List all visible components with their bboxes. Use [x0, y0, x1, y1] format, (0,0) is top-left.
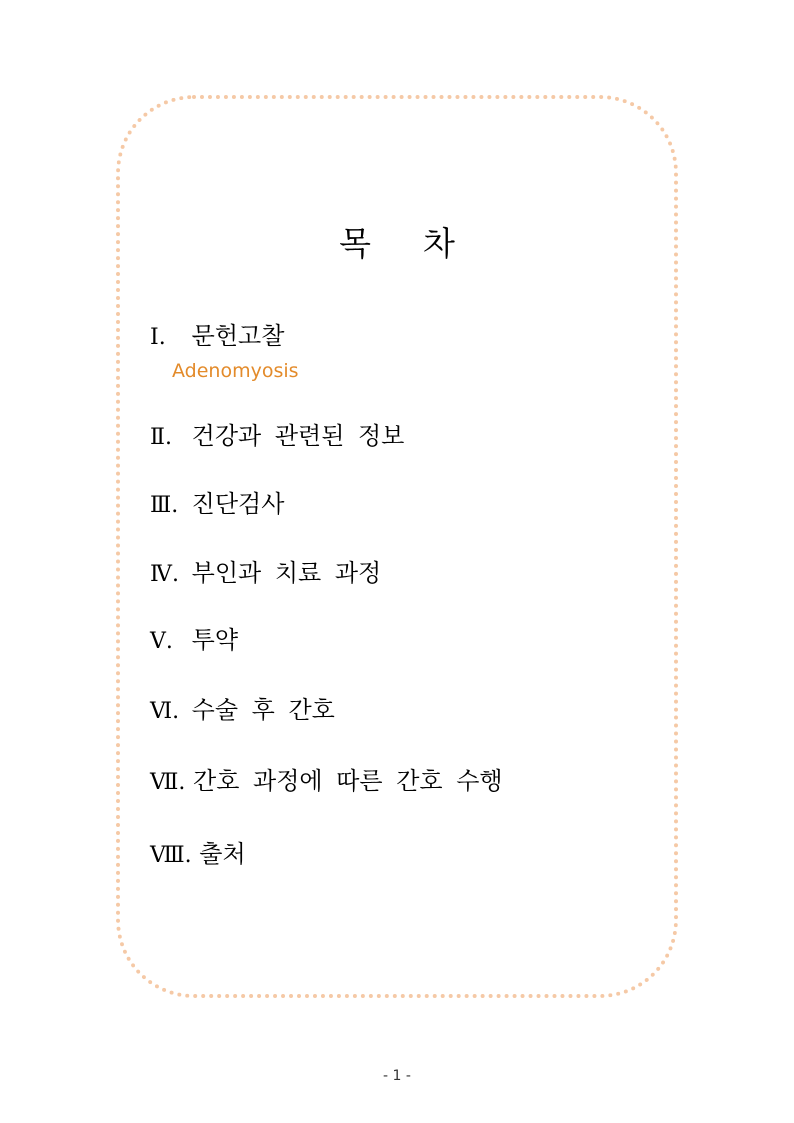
toc-item-number: Ⅱ. — [150, 425, 172, 450]
toc-item-label: 진단검사 — [191, 490, 285, 518]
toc-item-label: 투약 — [191, 626, 239, 654]
toc-item-label: 출처 — [199, 840, 246, 868]
toc-item-label: 건강과 관련된 정보 — [191, 422, 405, 450]
toc-item-number: Ⅰ. — [150, 325, 166, 350]
toc-item-number: Ⅴ. — [150, 629, 173, 654]
toc-item-number: Ⅷ. — [150, 843, 192, 868]
toc-item-label: 부인과 치료 과정 — [191, 559, 382, 587]
toc-item-3 — [150, 488, 284, 522]
toc-item-7 — [150, 765, 503, 799]
toc-item-4 — [150, 557, 381, 591]
page-title — [0, 222, 794, 266]
toc-item-number: Ⅳ. — [150, 562, 179, 587]
toc-item-6 — [150, 694, 335, 728]
toc-subitem-adenomyosis: Adenomyosis — [172, 360, 299, 382]
toc-item-label: 문헌고찰 — [191, 322, 285, 350]
toc-item-2 — [150, 420, 404, 454]
toc-item-label: 수술 후 간호 — [191, 696, 335, 724]
toc-item-8 — [150, 838, 246, 872]
toc-item-number: Ⅲ. — [150, 493, 179, 518]
toc-item-1 — [150, 320, 284, 354]
title-char-1: 목 — [339, 224, 371, 263]
page-number: - 1 - — [383, 1068, 411, 1084]
title-char-2: 차 — [423, 224, 455, 263]
toc-item-number: Ⅵ. — [150, 699, 180, 724]
toc-item-number: Ⅶ. — [150, 770, 186, 795]
toc-item-5 — [150, 624, 238, 658]
toc-item-label: 간호 과정에 따른 간호 수행 — [193, 767, 503, 795]
